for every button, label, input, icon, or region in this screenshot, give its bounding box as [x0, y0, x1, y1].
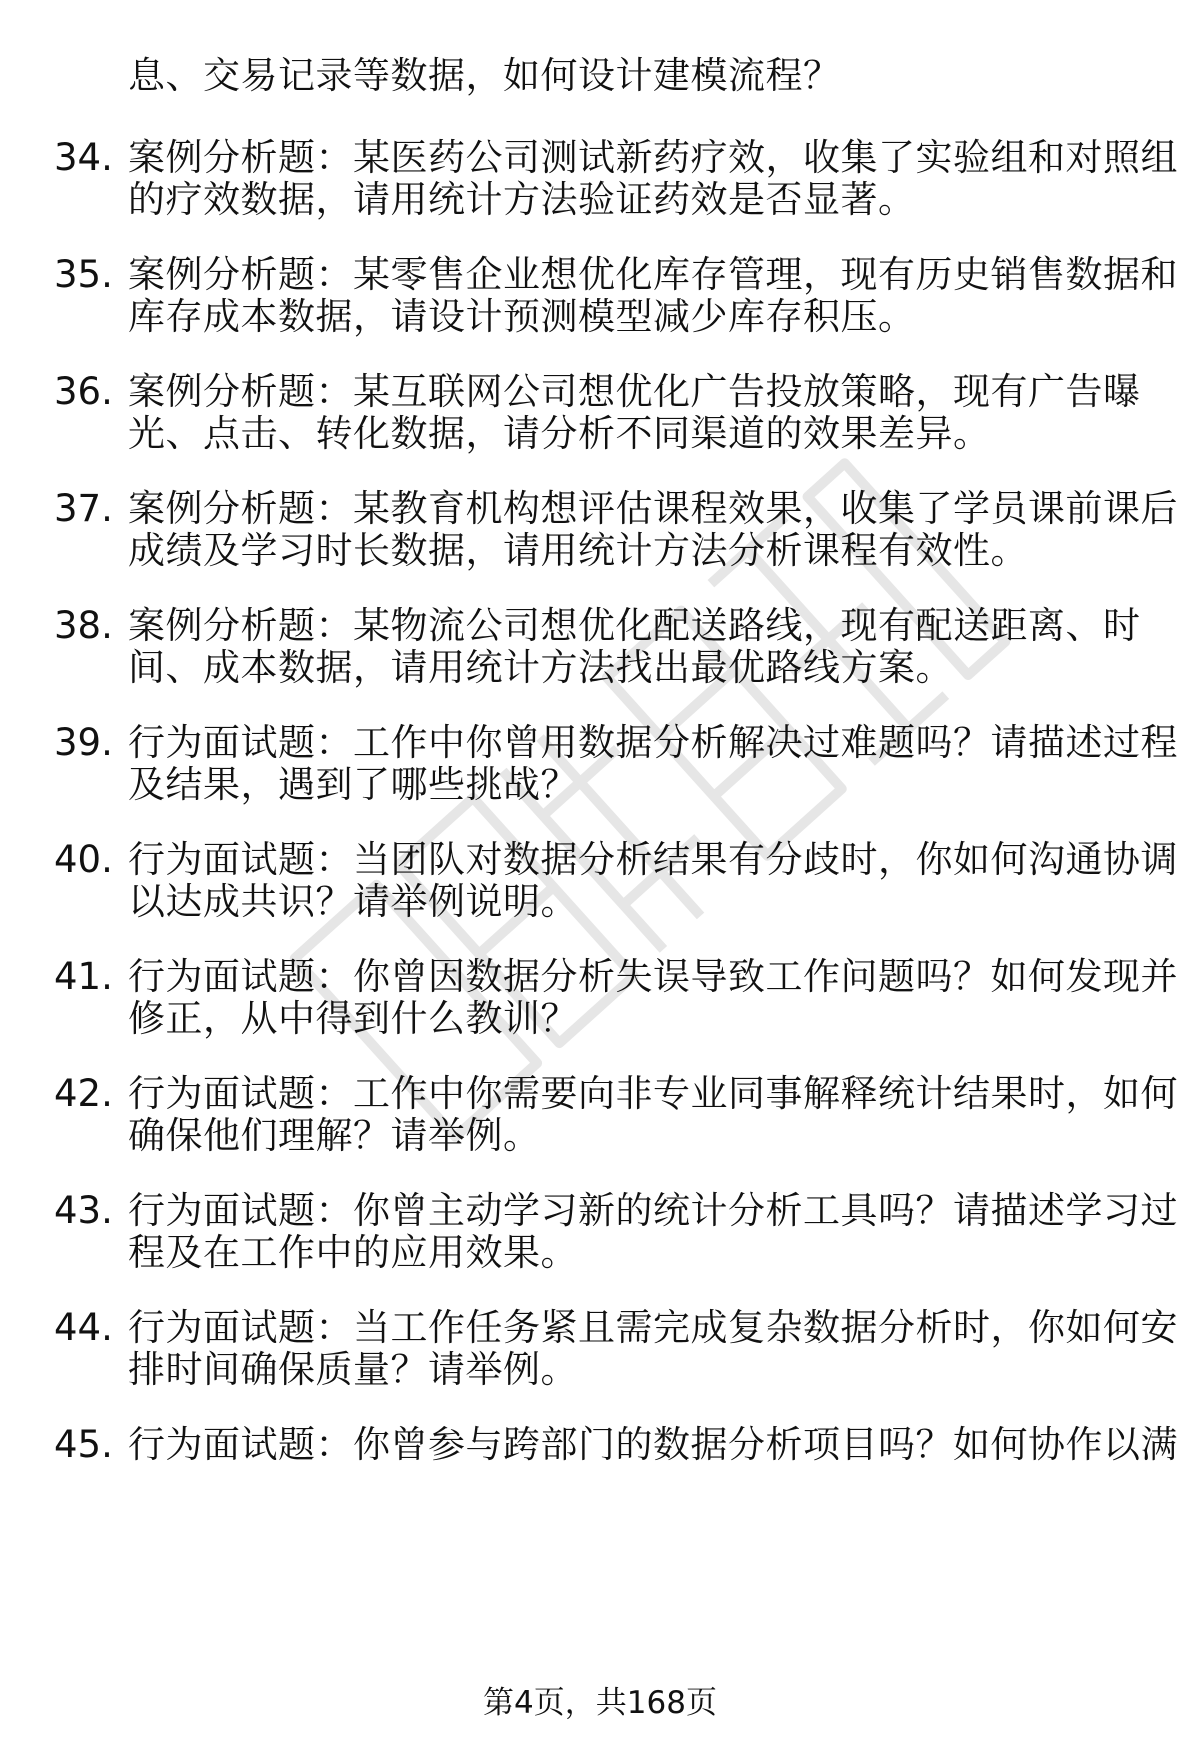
question-text-line: 行为面试题：你曾因数据分析失误导致工作问题吗？如何发现并 [128, 955, 1178, 998]
question-number: 35. [54, 253, 113, 296]
question-text-line: 案例分析题：某零售企业想优化库存管理，现有历史销售数据和 [128, 253, 1178, 296]
question-text-line: 程及在工作中的应用效果。 [128, 1231, 578, 1274]
question-number: 37. [54, 487, 113, 530]
question-number: 38. [54, 604, 113, 647]
question-number: 44. [54, 1306, 113, 1349]
question-text-line: 案例分析题：某物流公司想优化配送路线，现有配送距离、时 [128, 604, 1141, 647]
question-text-line: 排时间确保质量？请举例。 [128, 1348, 578, 1391]
question-text-line: 及结果，遇到了哪些挑战？ [128, 763, 578, 806]
question-number: 34. [54, 136, 113, 179]
question-text-line: 行为面试题：当团队对数据分析结果有分歧时，你如何沟通协调 [128, 838, 1178, 881]
question-text-line: 案例分析题：某互联网公司想优化广告投放策略，现有广告曝 [128, 370, 1141, 413]
question-text-line: 光、点击、转化数据，请分析不同渠道的效果差异。 [128, 412, 991, 455]
question-number: 41. [54, 955, 113, 998]
question-text-line: 案例分析题：某教育机构想评估课程效果，收集了学员课前课后 [128, 487, 1178, 530]
question-text-line: 行为面试题：工作中你需要向非专业同事解释统计结果时，如何 [128, 1072, 1178, 1115]
question-text-line: 库存成本数据，请设计预测模型减少库存积压。 [128, 295, 916, 338]
question-text-line: 行为面试题：工作中你曾用数据分析解决过难题吗？请描述过程 [128, 721, 1178, 764]
question-number: 36. [54, 370, 113, 413]
question-text-line: 行为面试题：当工作任务紧且需完成复杂数据分析时，你如何安 [128, 1306, 1178, 1349]
question-text-line: 案例分析题：某医药公司测试新药疗效，收集了实验组和对照组 [128, 136, 1178, 179]
page-footer: 第4页，共168页 [483, 1685, 717, 1721]
question-text-line: 以达成共识？请举例说明。 [128, 880, 578, 923]
question-number: 42. [54, 1072, 113, 1115]
continuation-line: 息、交易记录等数据，如何设计建模流程？ [128, 54, 841, 97]
question-text-line: 确保他们理解？请举例。 [128, 1114, 541, 1157]
question-text-line: 的疗效数据，请用统计方法验证药效是否显著。 [128, 178, 916, 221]
question-text-line: 行为面试题：你曾主动学习新的统计分析工具吗？请描述学习过 [128, 1189, 1178, 1232]
question-number: 45. [54, 1423, 113, 1466]
question-number: 43. [54, 1189, 113, 1232]
question-text-line: 行为面试题：你曾参与跨部门的数据分析项目吗？如何协作以满 [128, 1423, 1178, 1466]
question-number: 39. [54, 721, 113, 764]
question-text-line: 成绩及学习时长数据，请用统计方法分析课程有效性。 [128, 529, 1028, 572]
question-number: 40. [54, 838, 113, 881]
question-text-line: 间、成本数据，请用统计方法找出最优路线方案。 [128, 646, 953, 689]
question-text-line: 修正，从中得到什么教训？ [128, 997, 578, 1040]
